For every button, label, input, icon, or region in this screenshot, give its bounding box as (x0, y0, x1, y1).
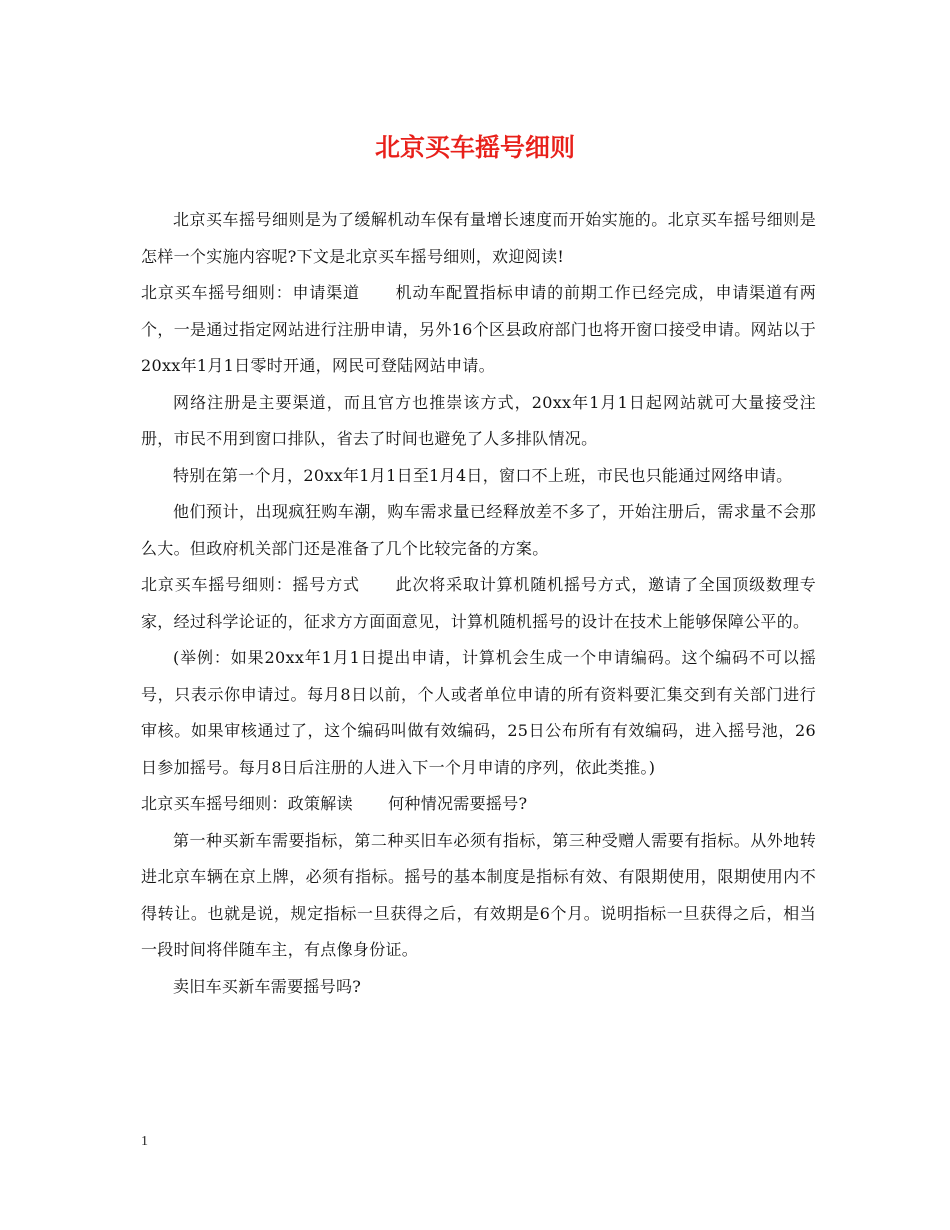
paragraph (141, 385, 816, 458)
paragraph-text: 网络注册是主要渠道，而且官方也推崇该方式，20xx年1月1日起网站就可大量接受注册，市民不用到窗口排队，省去了时间也避免了人多排队情况。 (141, 392, 816, 448)
paragraph-text: 卖旧车买新车需要摇号吗? (173, 976, 362, 996)
paragraph (141, 823, 816, 969)
paragraph-text: 特别在第一个月，20xx年1月1日至1月4日，窗口不上班，市民也只能通过网络申请。 (173, 465, 793, 485)
section-heading: 北京买车摇号细则：申请渠道 (141, 283, 360, 302)
document-body (141, 202, 816, 1005)
paragraph (141, 202, 816, 275)
paragraph-with-heading (141, 786, 816, 823)
paragraph-with-heading (141, 275, 816, 385)
paragraph-text: 何种情况需要摇号? (388, 794, 528, 813)
paragraph (141, 494, 816, 567)
paragraph (141, 969, 816, 1006)
paragraph-text: 机动车配置指标申请的前期工作已经完成，申请渠道有两个，一是通过指定网站进行注册申请，另外16个区县政府部门也将开窗口接受申请。网站以于20xx年1月1日零时开通，网民可登陆网站申请。 (141, 283, 816, 375)
paragraph-with-heading (141, 567, 816, 640)
paragraph (141, 458, 816, 495)
paragraph-text: 第一种买新车需要指标，第二种买旧车必须有指标，第三种受赠人需要有指标。从外地转进北京车辆在京上牌，必须有指标。摇号的基本制度是指标有效、有限期使用，限期使用内不得转让。也就是说，规定指标一旦获得之后，有效期是6个月。说明指标一旦获得之后，相当一段时间将伴随车主，有点像身份证。 (141, 830, 816, 959)
paragraph (141, 640, 816, 786)
page-number: 1 (141, 1134, 148, 1149)
section-heading: 北京买车摇号细则：摇号方式 (141, 575, 360, 594)
section-heading: 北京买车摇号细则：政策解读 (141, 794, 353, 813)
paragraph-text: 他们预计，出现疯狂购车潮，购车需求量已经释放差不多了，开始注册后，需求量不会那么大。但政府机关部门还是准备了几个比较完备的方案。 (141, 502, 816, 558)
document-title: 北京买车摇号细则 (374, 133, 575, 162)
paragraph-text: (举例：如果20xx年1月1日提出申请，计算机会生成一个申请编码。这个编码不可以摇号，只表示你申请过。每月8日以前，个人或者单位申请的所有资料要汇集交到有关部门进行审核。如果审核通过了，这个编码叫做有效编码，25日公布所有有效编码，进入摇号池，26日参加摇号。每月8日后注册的人进入下一个月申请的序列，依此类推。) (141, 648, 816, 777)
paragraph-text: 北京买车摇号细则是为了缓解机动车保有量增长速度而开始实施的。北京买车摇号细则是怎样一个实施内容呢?下文是北京买车摇号细则，欢迎阅读! (141, 210, 816, 266)
paragraph-text: 此次将采取计算机随机摇号方式，邀请了全国顶级数理专家，经过科学论证的，征求方方面面意见，计算机随机摇号的设计在技术上能够保障公平的。 (141, 575, 816, 631)
